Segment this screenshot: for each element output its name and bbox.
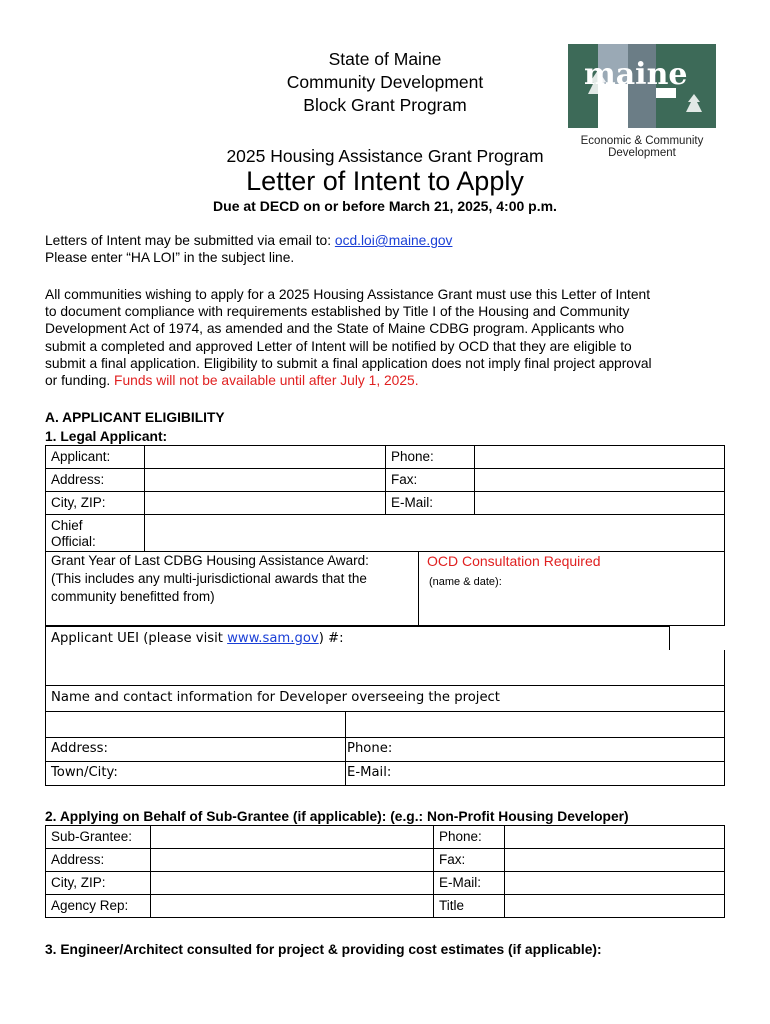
- para-line: to document compliance with requirements established by Title I of the Housing and Community: [45, 304, 630, 320]
- sub-fax-label: Fax:: [439, 852, 466, 867]
- due-date: Due at DECD on or before March 21, 2025, 4:00 p.m.: [213, 198, 557, 214]
- sub-email-label: E-Mail:: [439, 875, 482, 890]
- subgrantee-input[interactable]: [150, 825, 434, 849]
- chief-label-2: Official:: [51, 534, 96, 549]
- developer-name-input[interactable]: [45, 711, 346, 738]
- dev-email-label: E-Mail:: [347, 765, 392, 780]
- dev-address-label: Address:: [51, 741, 108, 756]
- fax-input[interactable]: [474, 468, 725, 492]
- address-input[interactable]: [144, 468, 386, 492]
- legal-applicant-heading: 1. Legal Applicant:: [45, 429, 168, 444]
- uei-label: Applicant UEI (please visit www.sam.gov) #:: [51, 631, 344, 646]
- grant-year-line-3: community benefitted from): [51, 589, 215, 604]
- sub-fax-input[interactable]: [504, 848, 725, 872]
- intro-paragraph: All communities wishing to apply for a 2025 Housing Assistance Grant must use this Letter of Intent to document compliance with requirements established by Title I of the Housing and Community Development Act of 1974, as amended and the State of Maine CDBG program. Applicants who submit a completed and approved Letter of Intent will be notified by OCD that they are eligible to submit a final application. Eligibility to submit a final application does not imply final project approval or funding. Funds will not be available until after July 1, 2025.: [45, 286, 745, 389]
- subject-line: Please enter “HA LOI” in the subject line.: [45, 250, 295, 266]
- phone-label: Phone:: [391, 449, 434, 464]
- org-line-1: State of Maine: [328, 49, 442, 69]
- program-name: 2025 Housing Assistance Grant Program: [226, 146, 544, 166]
- para-line: Development Act of 1974, as amended and the State of Maine CDBG program. Applicants who: [45, 321, 625, 337]
- email-label: E-Mail:: [391, 495, 434, 510]
- sub-phone-label: Phone:: [439, 829, 482, 844]
- sub-city-zip-label: City, ZIP:: [51, 875, 106, 890]
- address-label: Address:: [51, 472, 105, 487]
- org-line-3: Block Grant Program: [303, 95, 467, 115]
- agency-rep-input[interactable]: [150, 894, 434, 918]
- agency-rep-label: Agency Rep:: [51, 898, 129, 913]
- dev-phone-label: Phone:: [347, 741, 393, 756]
- ocd-consultation-label: OCD Consultation Required: [427, 553, 601, 569]
- maine-logo-icon: [568, 42, 716, 128]
- email-link[interactable]: ocd.loi@maine.gov: [334, 233, 453, 248]
- intro-submit: Letters of Intent may be submitted via email to: ocd.loi@maine.gov Please enter “HA LOI” in the subject line.: [45, 232, 735, 266]
- developer-label: Name and contact information for Developer overseeing the project: [51, 690, 500, 705]
- sub-phone-input[interactable]: [504, 825, 725, 849]
- header-block: [205, 48, 565, 117]
- sam-gov-link[interactable]: www.sam.gov: [227, 631, 319, 646]
- page-title: Letter of Intent to Apply: [246, 166, 524, 196]
- email-input[interactable]: [474, 491, 725, 515]
- uei-input[interactable]: [45, 650, 725, 686]
- logo-word: maine: [584, 57, 688, 92]
- phone-input[interactable]: [474, 445, 725, 469]
- subgrantee-label: Sub-Grantee:: [51, 829, 133, 844]
- chief-official-input[interactable]: [144, 514, 725, 552]
- logo-caption-2: Development: [608, 147, 676, 159]
- grant-year-line-2: (This includes any multi-jurisdictional awards that the: [51, 571, 367, 586]
- para-line: All communities wishing to apply for a 2025 Housing Assistance Grant must use this Letter of Intent: [45, 287, 651, 302]
- sub-address-label: Address:: [51, 852, 105, 867]
- developer-contact-input[interactable]: [345, 711, 725, 738]
- chief-label-1: Chief: [51, 518, 83, 533]
- maine-decd-logo: [568, 42, 716, 159]
- sub-title-input[interactable]: [504, 894, 725, 918]
- applicant-input[interactable]: [144, 445, 386, 469]
- funds-notice: Funds will not be available until after July 1, 2025.: [114, 373, 419, 389]
- ocd-name-date-label: (name & date):: [429, 576, 502, 588]
- applicant-label: Applicant:: [51, 449, 111, 464]
- para-line: submit a completed and approved Letter of Intent will be notified by OCD that they are eligible to: [45, 338, 632, 354]
- logo-caption-1: Economic & Community: [580, 135, 704, 147]
- sub-address-input[interactable]: [150, 848, 434, 872]
- dev-town-label: Town/City:: [51, 765, 118, 780]
- sub-title-label: Title: [439, 898, 465, 913]
- fax-label: Fax:: [391, 472, 418, 487]
- grant-year-line-1: Grant Year of Last CDBG Housing Assistance Award:: [51, 553, 369, 568]
- city-zip-input[interactable]: [144, 491, 386, 515]
- sub-city-zip-input[interactable]: [150, 871, 434, 895]
- org-line-2: Community Development: [286, 72, 484, 92]
- para-line: submit a final application. Eligibility to submit a final application does not imply final project approval: [45, 355, 652, 371]
- city-zip-label: City, ZIP:: [51, 495, 106, 510]
- section-2-heading: 2. Applying on Behalf of Sub-Grantee (if applicable): (e.g.: Non-Profit Housing Developer): [45, 809, 629, 824]
- sub-email-input[interactable]: [504, 871, 725, 895]
- section-3-heading: 3. Engineer/Architect consulted for project & providing cost estimates (if applicable):: [45, 942, 602, 957]
- section-a-heading: A. APPLICANT ELIGIBILITY: [45, 410, 225, 425]
